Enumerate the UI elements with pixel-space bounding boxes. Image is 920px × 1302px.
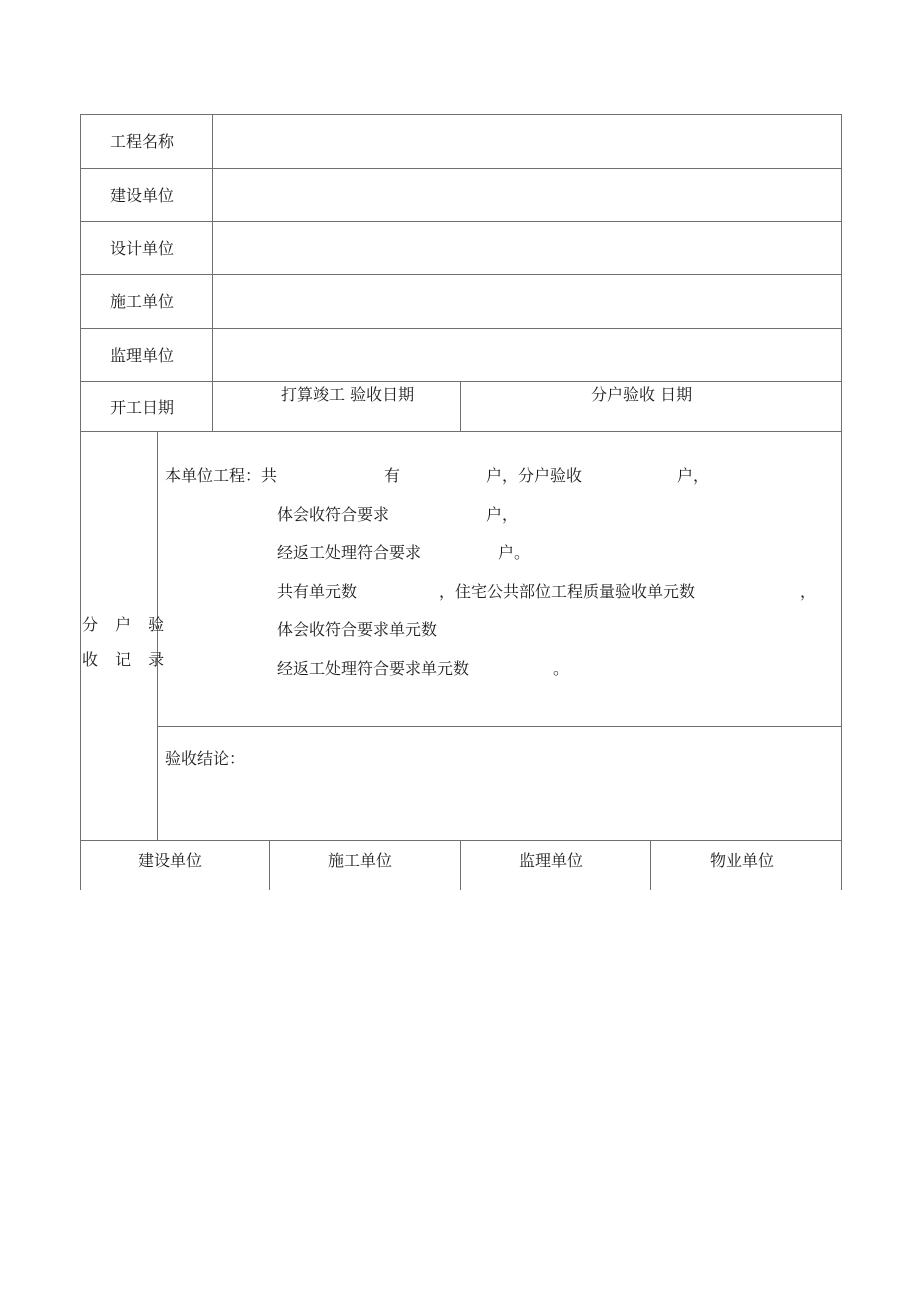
record-line6-a: 经返工处理符合要求单元数 — [277, 659, 470, 678]
signature-construction: 建设单位 — [138, 851, 203, 870]
rule — [269, 840, 270, 890]
signature-supervision: 监理单位 — [519, 851, 584, 870]
record-line2-a: 体会收符合要求 — [277, 505, 390, 524]
rule — [650, 840, 651, 890]
label-construction-unit: 建设单位 — [110, 186, 175, 205]
signature-builder: 施工单位 — [328, 851, 393, 870]
rule — [460, 381, 461, 432]
rule — [212, 114, 213, 432]
record-line6-b: 。 — [553, 659, 570, 678]
rule — [80, 840, 842, 841]
label-project-name: 工程名称 — [110, 132, 175, 151]
label-design-unit: 设计单位 — [110, 239, 175, 258]
label-builder-unit: 施工单位 — [110, 292, 175, 311]
label-planned-completion: 打算竣工 验收日期 — [281, 385, 415, 404]
signature-property: 物业单位 — [710, 851, 775, 870]
rule — [841, 114, 842, 890]
rule — [80, 114, 842, 115]
rule — [80, 328, 842, 329]
side-label-line1: 分 户 验 — [82, 615, 171, 634]
record-line1-d: 户， — [677, 466, 710, 485]
rule — [460, 840, 461, 890]
record-line3-b: 户。 — [498, 543, 531, 562]
label-household-acceptance-date: 分户验收 日期 — [591, 385, 693, 404]
rule — [157, 726, 842, 727]
rule — [80, 431, 842, 432]
record-line4-b: ，住宅公共部位工程质量验收单元数 — [439, 582, 696, 601]
label-start-date: 开工日期 — [110, 398, 175, 417]
conclusion-label: 验收结论： — [165, 749, 246, 768]
side-label-line2: 收 记 录 — [82, 650, 171, 669]
record-line5: 体会收符合要求单元数 — [277, 620, 438, 639]
record-line1-b: 有 — [384, 466, 401, 485]
rule — [80, 221, 842, 222]
rule — [80, 274, 842, 275]
rule — [80, 381, 842, 382]
record-line2-b: 户， — [486, 505, 519, 524]
record-line1-c: 户，分户验收 — [486, 466, 583, 485]
rule — [80, 168, 842, 169]
rule — [80, 114, 81, 890]
record-line1-a: 本单位工程：共 — [165, 466, 278, 485]
record-line3-a: 经返工处理符合要求 — [277, 543, 422, 562]
record-line4-c: ， — [800, 582, 817, 601]
record-line4-a: 共有单元数 — [277, 582, 358, 601]
label-supervision-unit: 监理单位 — [110, 346, 175, 365]
